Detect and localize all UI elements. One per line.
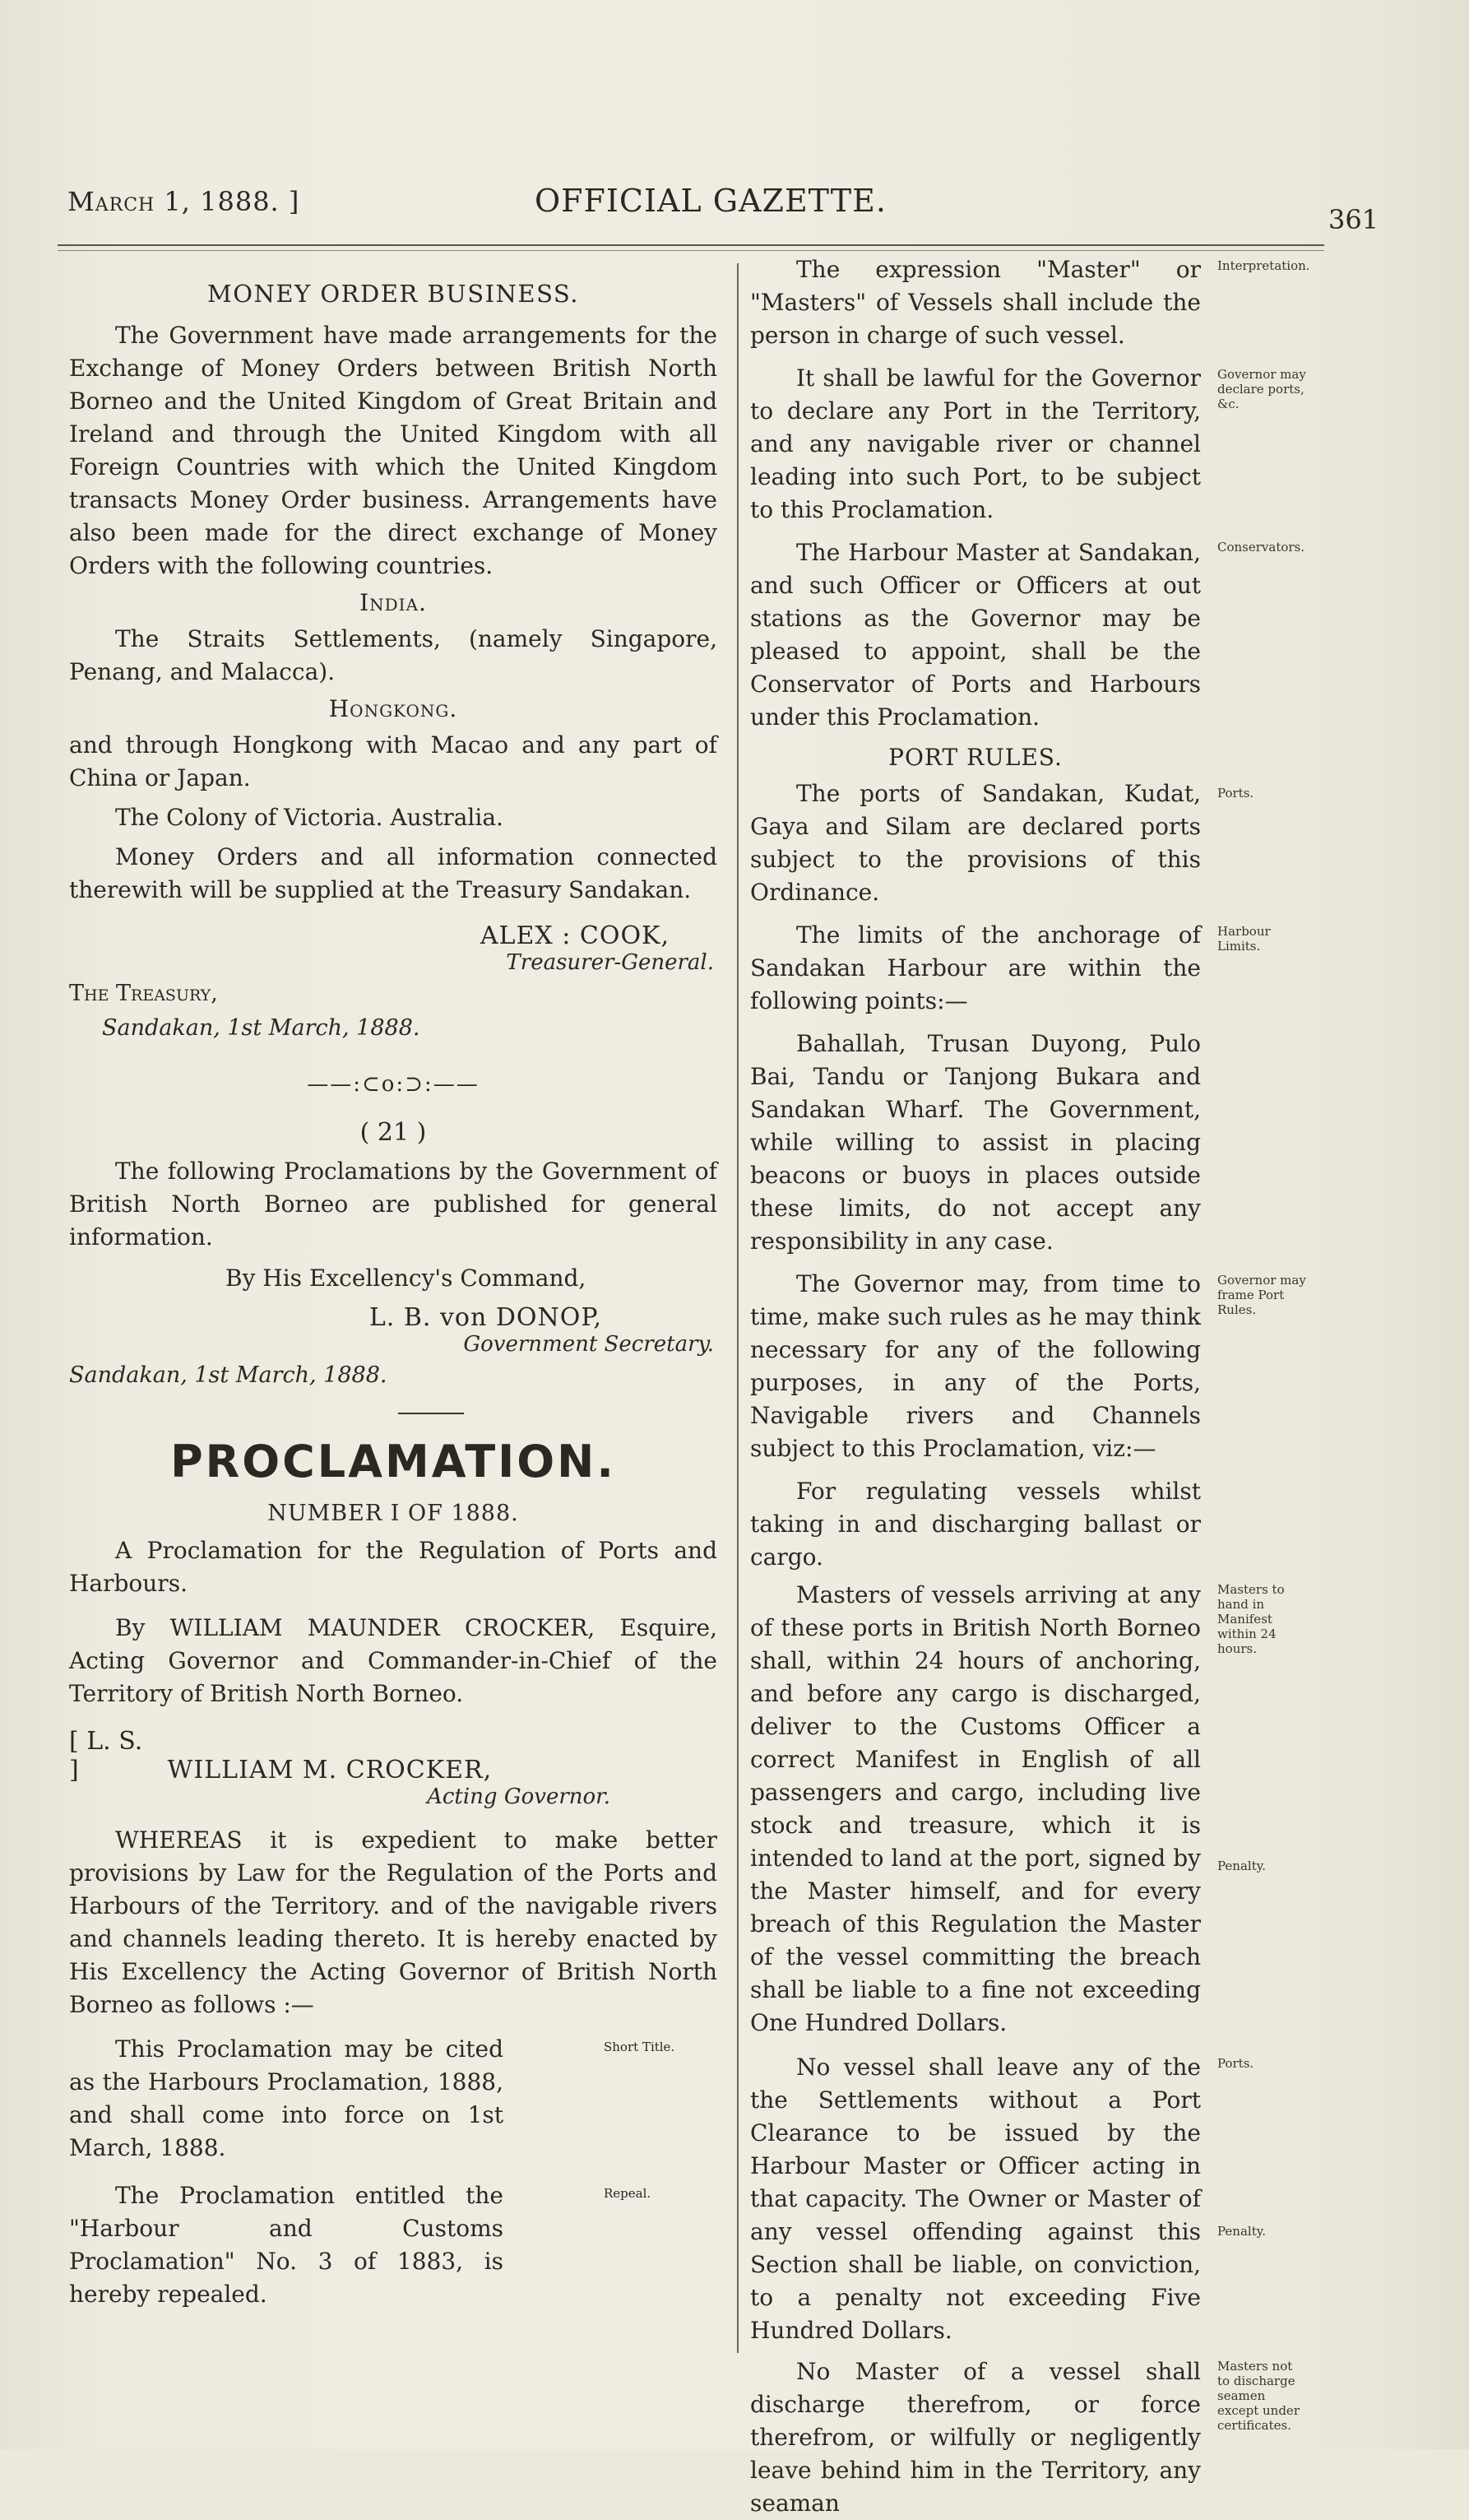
repeal-section: [69, 2179, 717, 2311]
short-title-paragraph: This Proclamation may be cited as the Harbours Proclamation, 1888, and shall come into force on 1st March, 1888.: [69, 2035, 503, 2161]
repeal-note: Repeal.: [604, 2186, 651, 2201]
manifest-paragraph: Masters of vessels arriving at any of these ports in British North Borneo shall, within 24 hours of anchoring, and before any cargo is discharged, deliver to the Customs Officer a correct Manifest in English of all passengers and cargo, including live stock and treasure, which it is intended to land at the port, signed by the Master himself, and for every breach of this Regulation the Master of the vessel committing the breach shall be liable to a fine not exceeding One Hundred Dollars.: [750, 1581, 1201, 2036]
straits-paragraph: The Straits Settlements, (namely Singapore, Penang, and Malacca).: [69, 625, 717, 685]
conservators-note: Conservators.: [1217, 540, 1305, 555]
interpretation-paragraph: The expression "Master" or "Masters" of Vessels shall include the person in charge of such vessel.: [750, 256, 1201, 349]
acting-governor-role: Acting Governor.: [427, 1784, 610, 1809]
limits-section: [750, 919, 1271, 1018]
header-rule: [58, 244, 1324, 246]
interpretation-section: [750, 253, 1310, 352]
short-title-section: [69, 2033, 717, 2165]
column-divider: [737, 263, 739, 2353]
proclamation-by-line: By WILLIAM MAUNDER CROCKER, Esquire, Acting Governor and Commander-in-Chief of the Territory of British North Borneo.: [69, 1614, 717, 1707]
seaman-note: Masters not to discharge seamen except under certificates.: [1217, 2359, 1300, 2433]
notice-number: ( 21 ): [359, 1118, 427, 1147]
header-rule-thin: [58, 250, 1324, 251]
page-header: [0, 179, 1469, 235]
ports-paragraph: The ports of Sandakan, Kudat, Gaya and Silam are declared ports subject to the provisions of this Ordinance.: [750, 780, 1201, 906]
secretary-name: L. B. von DONOP,: [368, 1303, 602, 1332]
clearance-paragraph: No vessel shall leave any of the the Settlements without a Port Clearance to be issued by the Harbour Master or Officer acting in that capacity. The Owner or Master of any vessel offending against this Section shall be liable, on conviction, to a penalty not exceeding Five Hundred Dollars.: [750, 2054, 1201, 2344]
regulating-paragraph: For regulating vessels whilst taking in and discharging ballast or cargo.: [750, 1478, 1201, 1571]
governor-paragraph: It shall be lawful for the Governor to declare any Port in the Territory, and any navigable river or channel leading into such Port, to be subject to this Proclamation.: [750, 364, 1201, 523]
rules-paragraph: The Governor may, from time to time, make such rules as he may think necessary for any of the following purposes, in any of the Ports, Navigable rivers and Channels subject to this Proclamation, viz:—: [750, 1270, 1201, 1462]
seaman-paragraph: No Master of a vessel shall discharge therefrom, or force therefrom, or wilfully or negligently leave behind him in the Territory, any seaman: [750, 2358, 1201, 2517]
penalty-note-two: Penalty.: [1217, 2224, 1266, 2239]
acting-governor-name: WILLIAM M. CROCKER,: [167, 1756, 493, 1784]
right-column: [750, 253, 1310, 2520]
limits-note: Harbour Limits.: [1217, 924, 1271, 954]
manifest-note: Masters to hand in Manifest within 24 hours.: [1217, 1582, 1285, 1656]
info-paragraph: Money Orders and all information connected therewith will be supplied at the Treasury Sandakan.: [69, 843, 717, 903]
short-rule: [398, 1413, 464, 1414]
short-title-note: Short Title.: [604, 2040, 675, 2054]
proclamation-title: PROCLAMATION.: [170, 1436, 616, 1487]
proclamation-number: NUMBER I OF 1888.: [267, 1501, 519, 1526]
rules-section: [750, 1268, 1306, 1465]
proclamation-purpose: A Proclamation for the Regulation of Ports and Harbours.: [69, 1537, 717, 1597]
header-date: March 1, 1888. ]: [67, 186, 300, 217]
rules-note: Governor may frame Port Rules.: [1217, 1273, 1306, 1317]
treasury-office: The Treasury,: [69, 981, 218, 1006]
manifest-section: [750, 1579, 1285, 2040]
seal-line: [69, 1727, 717, 1784]
victoria-paragraph: The Colony of Victoria. Australia.: [115, 804, 503, 831]
penalty-note-one: Penalty.: [1217, 1859, 1266, 1873]
whereas-paragraph: WHEREAS it is expedient to make better provisions by Law for the Regulation of the Ports and Harbours of the Territory. and of the navigable rivers and channels leading thereto. It is hereby enacted by His Excellency the Acting Governor of British North Borneo as follows :—: [69, 1826, 717, 2018]
interpretation-note: Interpretation.: [1217, 258, 1310, 273]
points-paragraph: Bahallah, Trusan Duyong, Pulo Bai, Tandu or Tanjong Bukara and Sandakan Wharf. The Government, while willing to assist in placing beacons or buoys in places outside these limits, do not accept any responsibility in any case.: [750, 1030, 1201, 1255]
conservators-paragraph: The Harbour Master at Sandakan, and such Officer or Officers at out stations as the Governor may be pleased to appoint, shall be the Conservator of Ports and Harbours under this Proclamation.: [750, 539, 1201, 731]
clearance-section: [750, 2051, 1266, 2347]
seaman-section: [750, 2355, 1300, 2520]
hongkong-heading: Hongkong.: [328, 695, 458, 722]
repeal-paragraph: The Proclamation entitled the "Harbour and Customs Proclamation" No. 3 of 1883, is hereby repealed.: [69, 2182, 503, 2308]
ports-note: Ports.: [1217, 786, 1254, 801]
governor-section: [750, 362, 1306, 527]
ports-section: [750, 777, 1254, 909]
notice-paragraph: The following Proclamations by the Government of British North Borneo are published for general information.: [69, 1158, 717, 1251]
notice-place-date: Sandakan, 1st March, 1888.: [69, 1362, 387, 1388]
left-column: [69, 271, 717, 2311]
money-order-paragraph: The Government have made arrangements for the Exchange of Money Orders between British North Borneo and the United Kingdom of Great Britain and Ireland and through the United Kingdom with all Foreign Countries with which the United Kingdom transacts Money Order business. Arrangements have also been made for the direct exchange of Money Orders with the following countries.: [69, 322, 717, 579]
command-line: By His Excellency's Command,: [225, 1265, 586, 1292]
treasurer-name: ALEX : COOK,: [480, 921, 670, 950]
seal-label: [ L. S. ]: [69, 1727, 143, 1784]
page-number: 361: [1328, 204, 1379, 235]
governor-note: Governor may declare ports, &c.: [1217, 367, 1306, 411]
conservators-section: [750, 536, 1305, 734]
header-title: OFFICIAL GAZETTE.: [535, 183, 887, 219]
port-rules-heading: PORT RULES.: [888, 744, 1063, 771]
money-order-heading: MONEY ORDER BUSINESS.: [207, 280, 579, 308]
india-heading: India.: [359, 589, 427, 616]
ornament-divider: ——:⊂o:⊃:——: [307, 1072, 480, 1097]
treasurer-role: Treasurer-General.: [506, 950, 714, 975]
clearance-note: Ports.: [1217, 2056, 1254, 2071]
secretary-role: Government Secretary.: [463, 1332, 714, 1357]
hongkong-paragraph: and through Hongkong with Macao and any part of China or Japan.: [69, 731, 717, 791]
limits-paragraph: The limits of the anchorage of Sandakan Harbour are within the following points:—: [750, 921, 1201, 1014]
treasury-place-date: Sandakan, 1st March, 1888.: [102, 1015, 420, 1041]
